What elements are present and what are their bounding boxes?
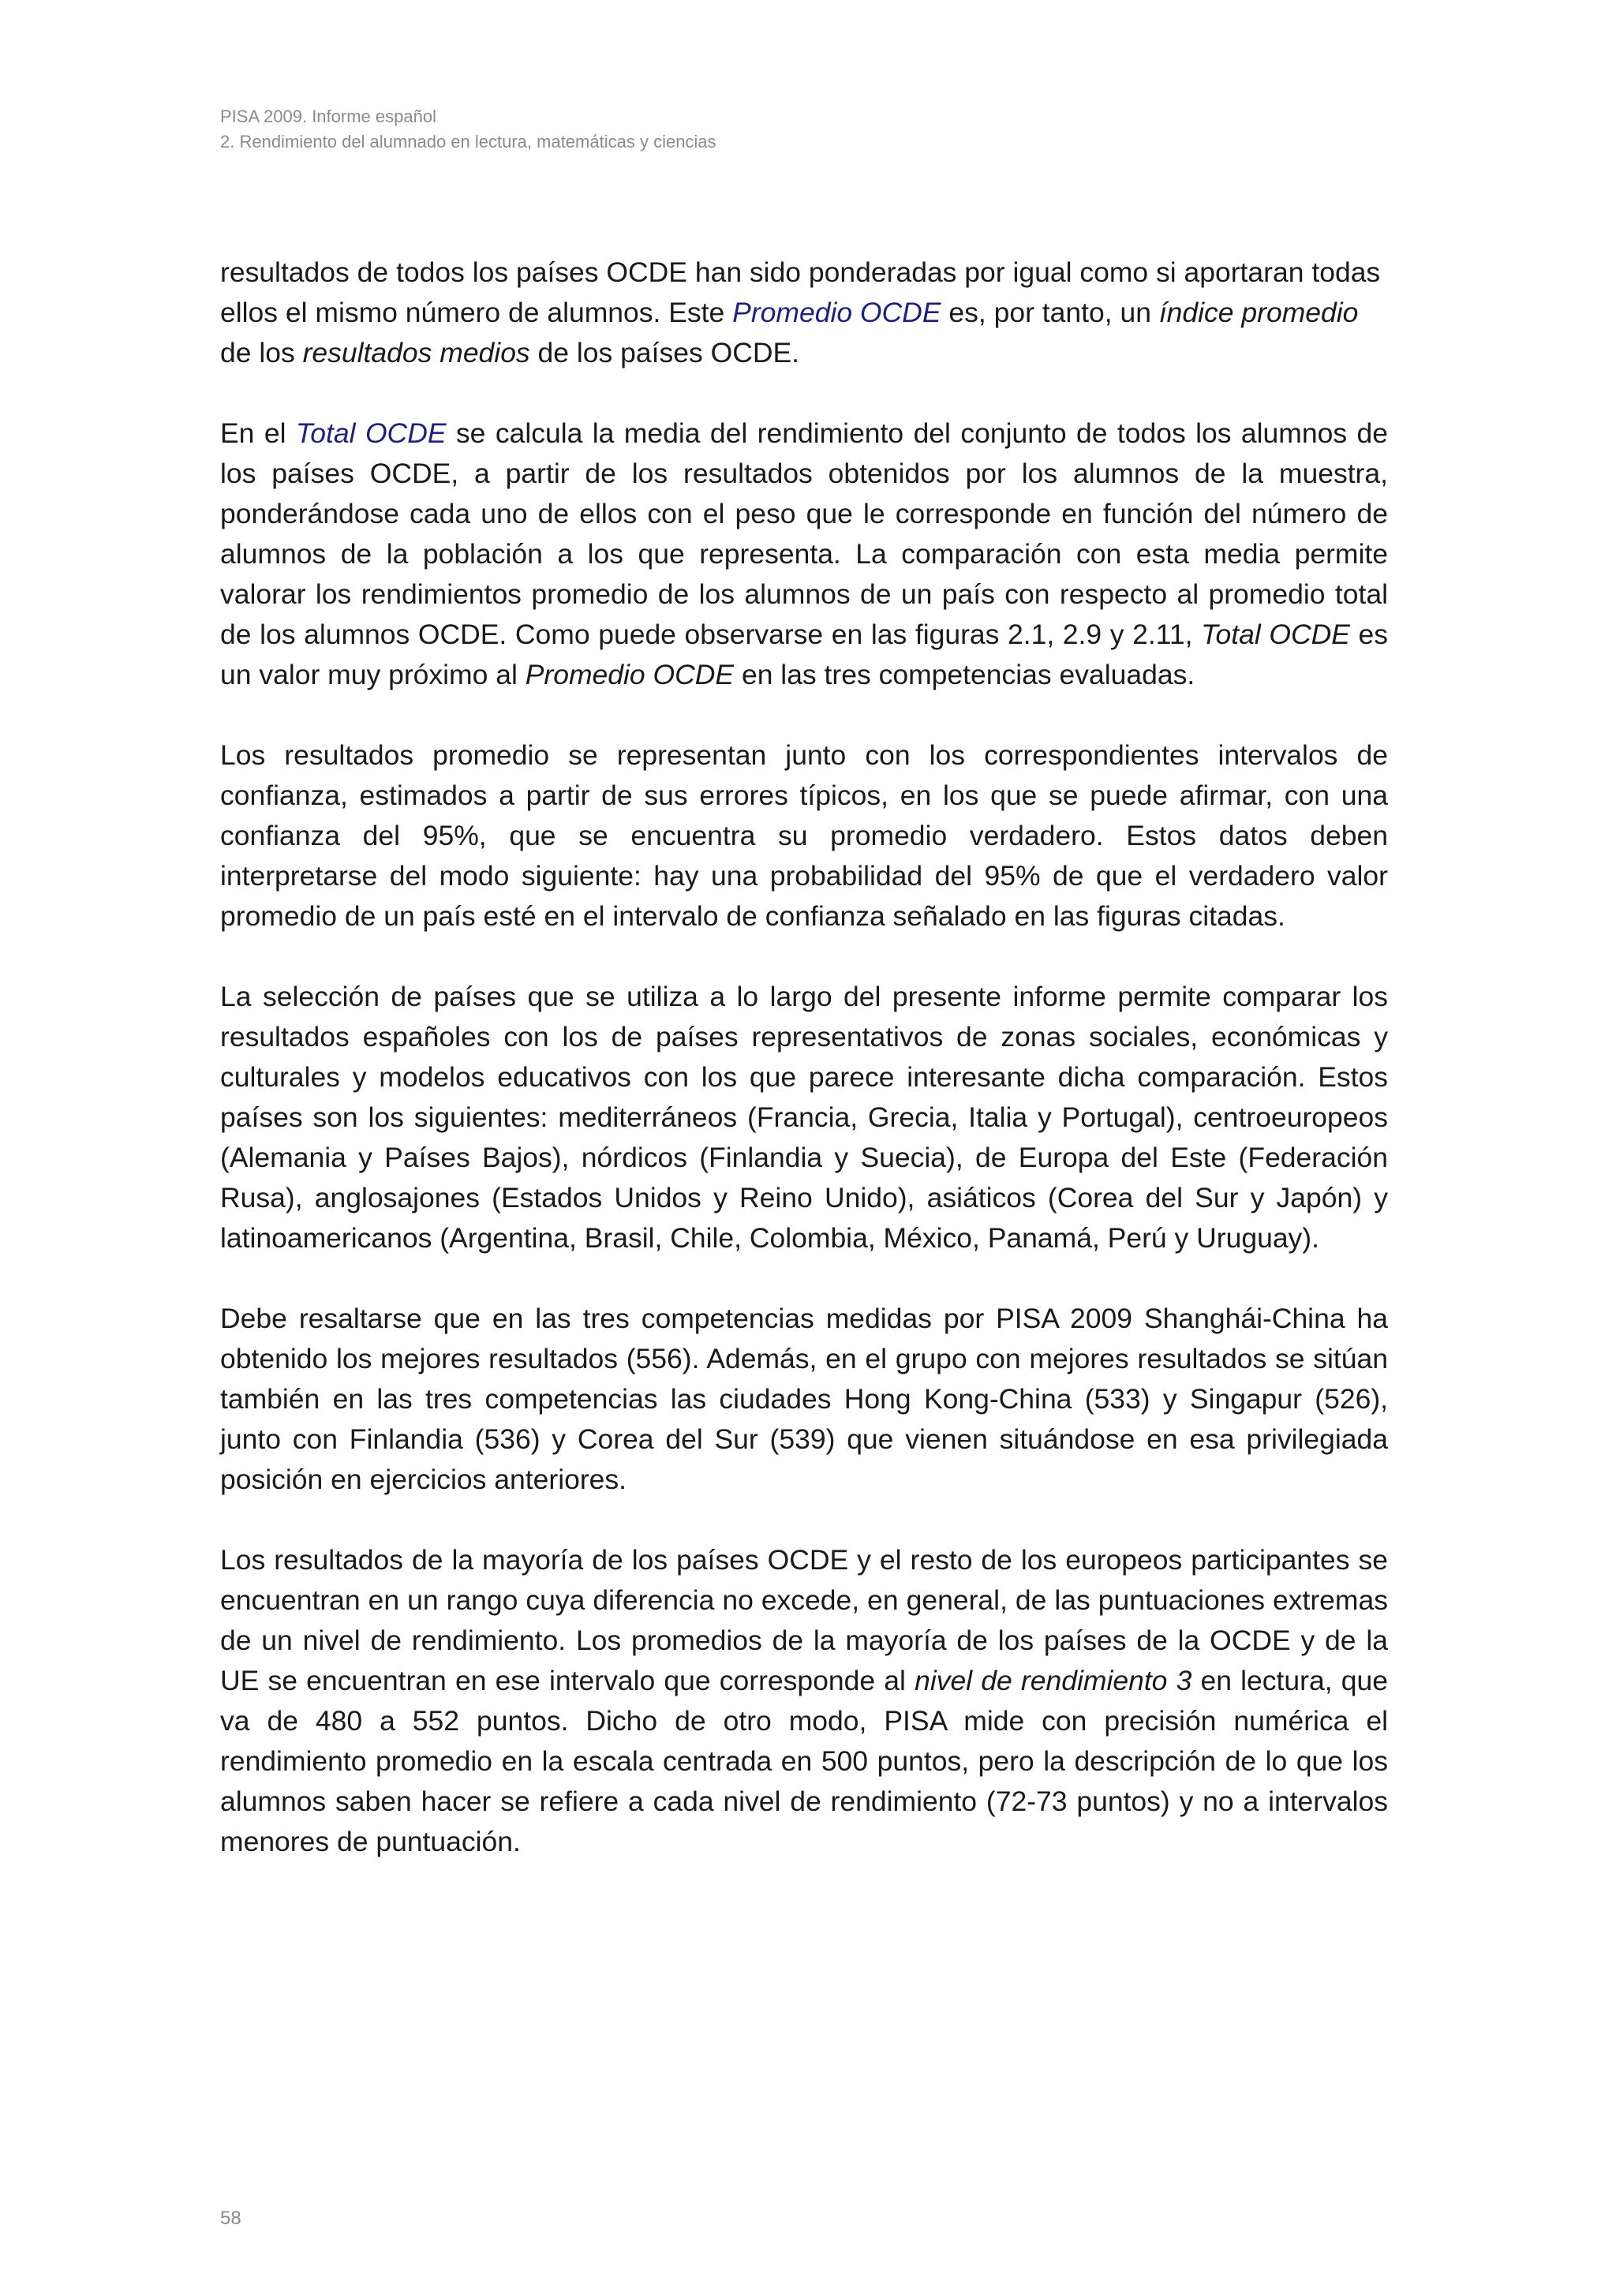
paragraph-5: Debe resaltarse que en las tres competencias medidas por PISA 2009 Shanghái-China ha obtenido los mejores resultados (556). Además, en el grupo con mejores resultados se sitúan también en las tres competencias las ciudades Hong Kong-China (533) y Singapur (526), junto con Finlandia (536) y Corea del Sur (539) que vienen situándose en esa privilegiada posición en ejercicios anteriores. (220, 1303, 1388, 1495)
page-number: 58 (220, 2208, 241, 2229)
term-total-ocde: Total OCDE (295, 417, 447, 449)
text-run: se calcula la media del rendimiento del conjunto de todos los alumnos de los países OCDE, a partir de los resultados obtenidos por los alumnos de la muestra, ponderándose cada uno de ellos con el peso que le corresponde en función del número de alumnos de la población a los que representa. La comparación con esta media permite valorar los rendimientos promedio de los alumnos de un país con respecto al promedio total de los alumnos OCDE. Como puede observarse en las figuras 2.1, 2.9 y 2.11, (220, 417, 1388, 650)
term-promedio-ocde: Promedio OCDE (732, 297, 941, 328)
paragraph-2 (220, 413, 1388, 695)
emphasis-resultados-medios: resultados medios (302, 337, 530, 368)
emphasis-nivel-rendimiento-3: nivel de rendimiento 3 (915, 1665, 1192, 1696)
body-text (220, 252, 1388, 1902)
emphasis-indice-promedio: índice promedio (1158, 297, 1359, 328)
paragraph-6 (220, 1540, 1388, 1862)
emphasis-total-ocde: Total OCDE (1201, 619, 1350, 650)
paragraph-1 (220, 252, 1388, 373)
text-run: es un valor muy próximo al (220, 619, 1389, 690)
header-chapter: 2. Rendimiento del alumnado en lectura, matemáticas y ciencias (220, 132, 716, 151)
text-run: En el (220, 417, 296, 449)
running-header (220, 104, 716, 155)
text-run: resultados de todos los países OCDE han sido ponderadas por igual como si aportaran todas ellos el mismo número de alumnos. Este (220, 256, 1381, 328)
text-run: en lectura, que va de 480 a 552 puntos. Dicho de otro modo, PISA mide con precisión numérica el rendimiento promedio en la escala centrada en 500 puntos, pero la descripción de lo que los alumnos saben hacer se refiere a cada nivel de rendimiento (72-73 puntos) y no a intervalos menores de puntuación. (220, 1665, 1388, 1857)
emphasis-promedio-ocde: Promedio OCDE (525, 659, 735, 690)
text-run: Los resultados de la mayoría de los países OCDE y el resto de los europeos participantes se encuentran en un rango cuya diferencia no excede, en general, de las puntuaciones extremas de un nivel de rendimiento. Los promedios de la mayoría de los países de la OCDE y de la UE se encuentran en ese intervalo que corresponde al (220, 1544, 1388, 1696)
header-title: PISA 2009. Informe español (220, 107, 436, 126)
text-run: es, por tanto, un (941, 297, 1159, 328)
text-run: de los países OCDE. (529, 337, 800, 368)
paragraph-3: Los resultados promedio se representan junto con los correspondientes intervalos de confianza, estimados a partir de sus errores típicos, en los que se puede afirmar, con una confianza del 95%, que se encuentra su promedio verdadero. Estos datos deben interpretarse del modo siguiente: hay una probabilidad del 95% de que el verdadero valor promedio de un país esté en el intervalo de confianza señalado en las figuras citadas. (220, 739, 1388, 932)
text-run: en las tres competencias evaluadas. (734, 659, 1195, 690)
text-run: de los (220, 337, 303, 368)
paragraph-4: La selección de países que se utiliza a lo largo del presente informe permite comparar los resultados españoles con los de países representativos de zonas sociales, económicas y culturales y modelos educativos con los que parece interesante dicha comparación. Estos países son los siguientes: mediterráneos (Francia, Grecia, Italia y Portugal), centroeuropeos (Alemania y Países Bajos), nórdicos (Finlandia y Suecia), de Europa del Este (Federación Rusa), anglosajones (Estados Unidos y Reino Unido), asiáticos (Corea del Sur y Japón) y latinoamericanos (Argentina, Brasil, Chile, Colombia, México, Panamá, Perú y Uruguay). (220, 981, 1388, 1254)
